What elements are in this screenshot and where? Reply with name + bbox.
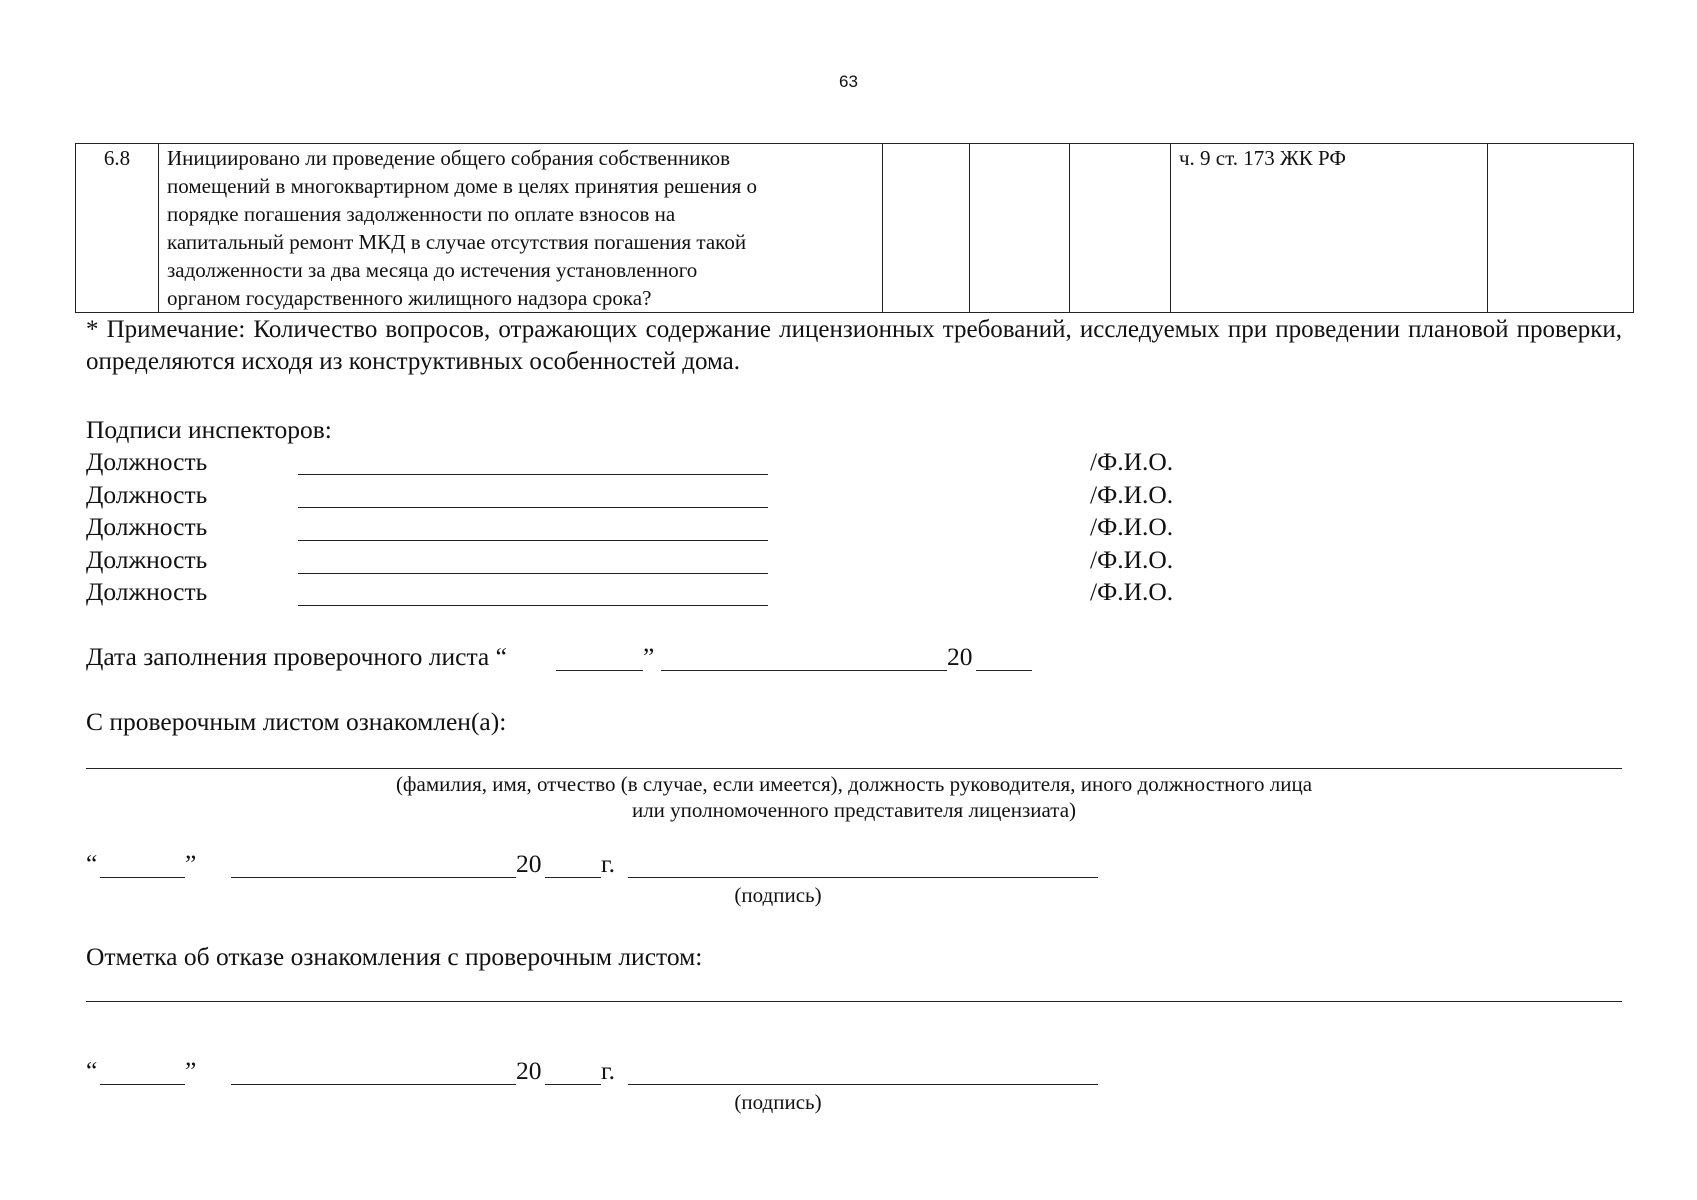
year-prefix: 20 xyxy=(516,1056,542,1085)
answer-na-cell[interactable] xyxy=(1070,144,1171,313)
question-line: порядке погашения задолженности по оплате взносов на xyxy=(167,202,676,226)
year-prefix: 20 xyxy=(516,849,542,878)
signature-line[interactable] xyxy=(298,573,768,574)
position-label: Должность xyxy=(86,545,208,574)
close-quote: ” xyxy=(185,849,197,878)
month-field[interactable] xyxy=(231,1084,516,1085)
question-line: органом государственного жилищного надзора срока? xyxy=(167,286,652,310)
table-row xyxy=(76,144,1634,313)
fio-label: /Ф.И.О. xyxy=(1090,447,1174,476)
signature-line[interactable] xyxy=(628,877,1098,878)
signature-caption: (подпись) xyxy=(734,1090,822,1114)
year-field[interactable] xyxy=(545,877,601,878)
note-text: * Примечание: Количество вопросов, отражающих содержание лицензионных требований, исследуемых при проведении плановой проверки, определяются исходя из конструктивных особенностей дома. xyxy=(86,316,1622,375)
day-field[interactable] xyxy=(556,670,643,671)
fio-label: /Ф.И.О. xyxy=(1090,480,1174,509)
acquainted-caption: или уполномоченного представителя лицензиата) xyxy=(631,798,1077,822)
signature-line[interactable] xyxy=(298,605,768,606)
refusal-line[interactable] xyxy=(86,1001,1622,1002)
year-prefix: 20 xyxy=(947,642,973,671)
day-field[interactable] xyxy=(100,1084,185,1085)
answer-yes-cell[interactable] xyxy=(883,144,970,313)
position-label: Должность xyxy=(86,447,208,476)
fill-date-label: Дата заполнения проверочного листа “ xyxy=(86,642,507,671)
close-quote: ” xyxy=(643,642,655,671)
page-number: 63 xyxy=(839,72,858,91)
day-field[interactable] xyxy=(100,877,185,878)
open-quote: “ xyxy=(86,849,98,878)
close-quote: ” xyxy=(185,1056,197,1085)
position-label: Должность xyxy=(86,512,208,541)
fio-label: /Ф.И.О. xyxy=(1090,545,1174,574)
checklist-table xyxy=(75,143,1634,313)
question-line: помещений в многоквартирном доме в целях принятия решения о xyxy=(167,174,758,198)
question-line: Инициировано ли проведение общего собрания собственников xyxy=(167,146,731,170)
year-suffix: г. xyxy=(601,849,615,878)
year-field[interactable] xyxy=(976,670,1032,671)
legal-reference-cell: ч. 9 ст. 173 ЖК РФ xyxy=(1171,144,1488,313)
signature-caption: (подпись) xyxy=(734,883,822,907)
signature-line[interactable] xyxy=(298,507,768,508)
position-label: Должность xyxy=(86,480,208,509)
row-number: 6.8 xyxy=(76,144,159,313)
answer-no-cell[interactable] xyxy=(970,144,1070,313)
signature-line[interactable] xyxy=(628,1084,1098,1085)
question-line: задолженности за два месяца до истечения установленного xyxy=(167,258,698,282)
signatures-heading: Подписи инспекторов: xyxy=(86,415,332,444)
fio-label: /Ф.И.О. xyxy=(1090,512,1174,541)
month-field[interactable] xyxy=(231,877,516,878)
open-quote: “ xyxy=(86,1056,98,1085)
remarks-cell[interactable] xyxy=(1488,144,1634,313)
signature-line[interactable] xyxy=(298,540,768,541)
acquainted-name-line[interactable] xyxy=(86,768,1622,769)
acquainted-caption: (фамилия, имя, отчество (в случае, если имеется), должность руководителя, иного должностного лица xyxy=(395,772,1313,796)
year-suffix: г. xyxy=(601,1056,615,1085)
question-cell xyxy=(159,144,883,313)
question-line: капитальный ремонт МКД в случае отсутствия погашения такой xyxy=(167,230,747,254)
month-field[interactable] xyxy=(661,670,947,671)
fio-label: /Ф.И.О. xyxy=(1090,577,1174,606)
refusal-label: Отметка об отказе ознакомления с проверочным листом: xyxy=(86,942,703,971)
year-field[interactable] xyxy=(545,1084,601,1085)
position-label: Должность xyxy=(86,577,208,606)
acquainted-label: С проверочным листом ознакомлен(а): xyxy=(86,707,507,736)
signature-line[interactable] xyxy=(298,474,768,475)
